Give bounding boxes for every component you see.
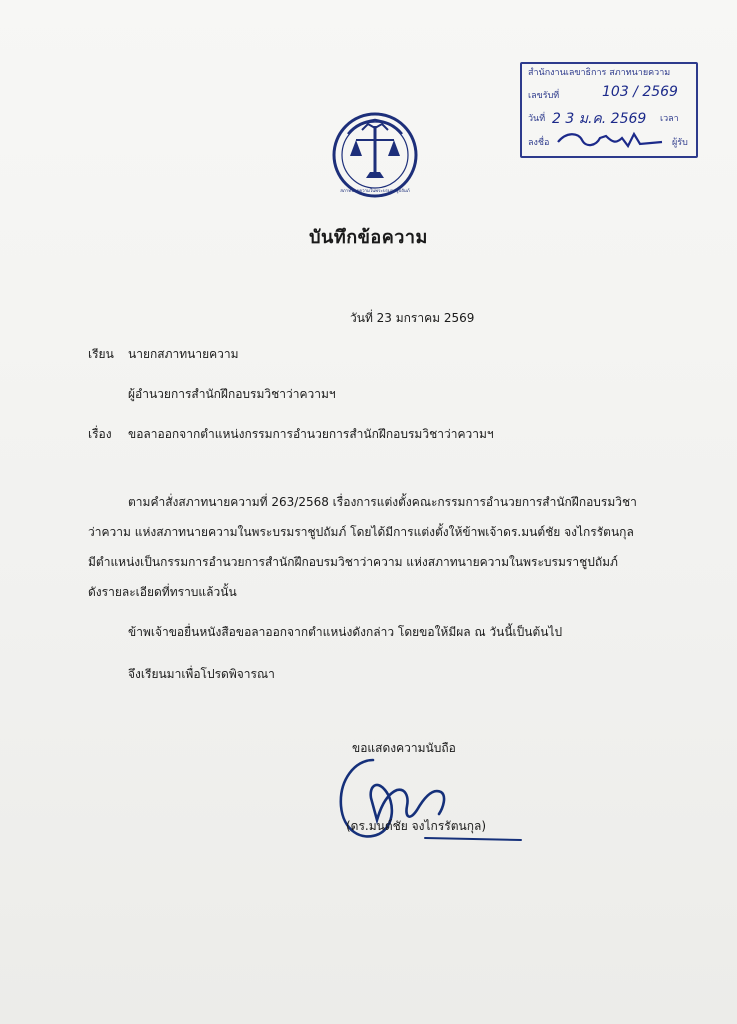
- paragraph-1-line-4: ดังรายละเอียดที่ทราบแล้วนั้น: [88, 585, 237, 599]
- signer-name: (ดร.มนต์ชัย จงไกรรัตนกุล): [346, 819, 487, 833]
- to-label: เรียน: [88, 347, 114, 361]
- stamp-received-no-label: เลขรับที่: [528, 91, 560, 101]
- stamp-signature-label: ลงชื่อ: [528, 138, 550, 148]
- handwritten-signature: [325, 750, 525, 850]
- paragraph-1-line-3: มีตำแหน่งเป็นกรรมการอำนวยการสำนักฝึกอบรมวิชาว่าความ แห่งสภาทนายความในพระบรมราชูปถัมภ์: [88, 555, 618, 569]
- stamp-date-label: วันที่: [528, 114, 546, 124]
- sign-off: ขอแสดงความนับถือ: [352, 741, 456, 755]
- seal-label: สภาทนายความในพระบรมราชูปถัมภ์: [340, 189, 410, 194]
- stamp-date-value: 2 3 ม.ค. 2569: [552, 111, 647, 127]
- stamp-time-label: เวลา: [660, 114, 679, 124]
- paragraph-3: จึงเรียนมาเพื่อโปรดพิจารณา: [128, 667, 275, 681]
- document-date: วันที่ 23 มกราคม 2569: [350, 311, 475, 325]
- paragraph-1-line-1: ตามคำสั่งสภาทนายความที่ 263/2568 เรื่องการแต่งตั้งคณะกรรมการอำนวยการสำนักฝึกอบรมวิชา: [128, 495, 637, 509]
- subject-label: เรื่อง: [88, 427, 112, 441]
- to-line-1: นายกสภาทนายความ: [128, 347, 239, 361]
- paragraph-1-line-2: ว่าความ แห่งสภาทนายความในพระบรมราชูปถัมภ์ โดยได้มีการแต่งตั้งให้ข้าพเจ้าดร.มนต์ชัย จงไกรรัตนกุล: [88, 525, 634, 539]
- received-stamp: [520, 62, 698, 158]
- to-line-2: ผู้อำนวยการสำนักฝึกอบรมวิชาว่าความฯ: [128, 387, 336, 401]
- document-title: บันทึกข้อความ: [309, 227, 428, 248]
- lawyers-council-seal: [332, 112, 418, 198]
- stamp-signature-scribble: [556, 128, 666, 152]
- stamp-receiver-label: ผู้รับ: [672, 138, 688, 148]
- paragraph-2: ข้าพเจ้าขอยื่นหนังสือขอลาออกจากตำแหน่งดังกล่าว โดยขอให้มีผล ณ วันนี้เป็นต้นไป: [128, 625, 563, 639]
- stamp-received-no-value: 103 / 2569: [602, 84, 678, 100]
- subject-text: ขอลาออกจากตำแหน่งกรรมการอำนวยการสำนักฝึกอบรมวิชาว่าความฯ: [128, 427, 494, 441]
- stamp-office-label: สำนักงานเลขาธิการ สภาทนายความ: [528, 68, 671, 78]
